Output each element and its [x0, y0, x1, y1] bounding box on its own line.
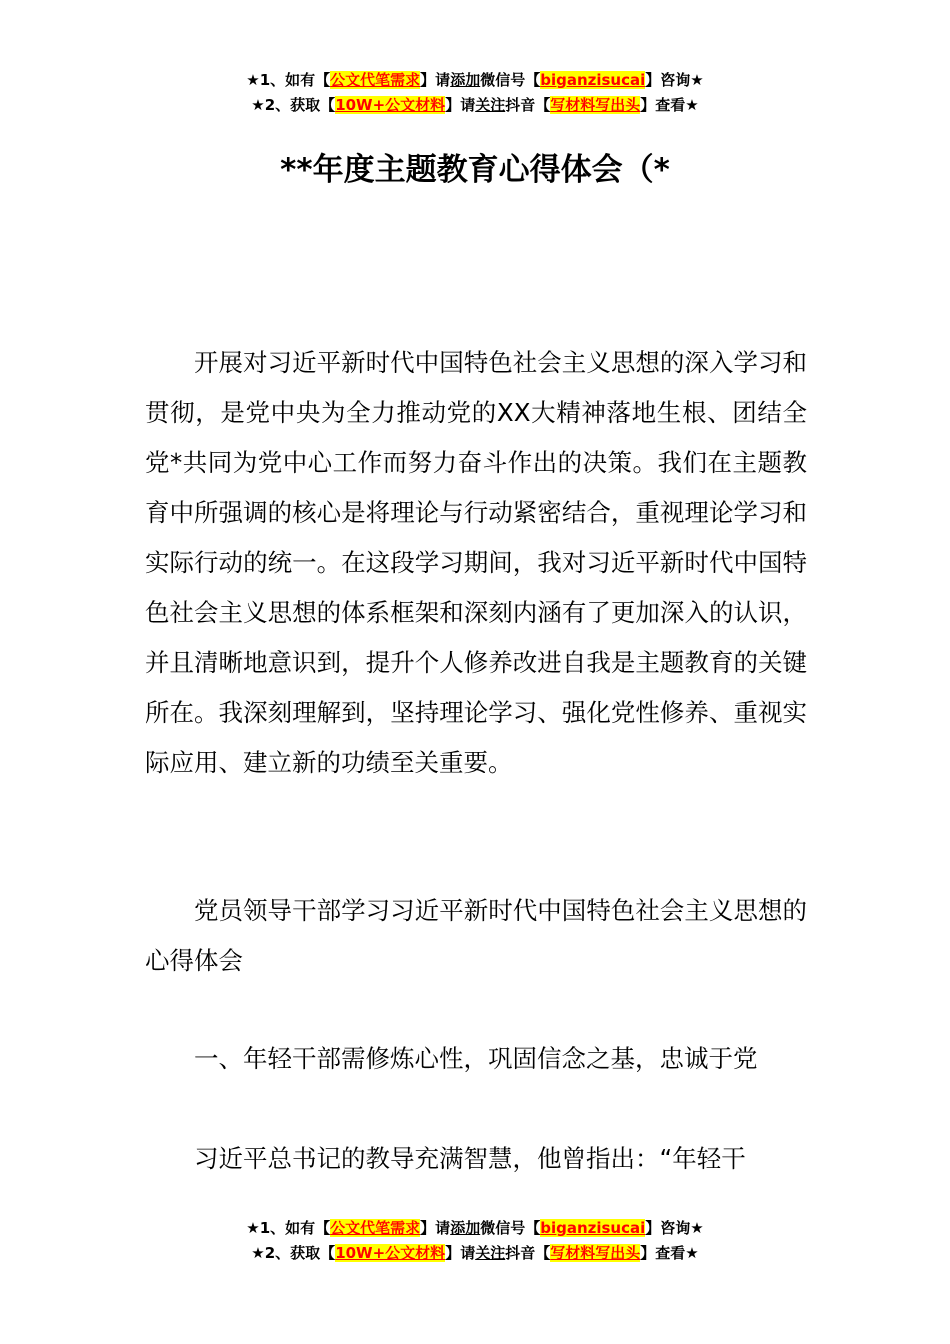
header-banner	[0, 68, 950, 118]
footer-line-1-suffix: 】咨询★	[645, 1219, 704, 1237]
banner-line-2-suffix: 】查看★	[640, 96, 699, 114]
footer-line-2-suffix: 】查看★	[640, 1244, 699, 1262]
banner-line-1-mid: 】请	[420, 71, 451, 89]
footer-banner-line-2	[0, 1241, 950, 1266]
banner-line-2-highlight-materials: 10W+公文材料	[335, 96, 446, 114]
footer-line-1-highlight-service: 公文代笔需求	[330, 1219, 421, 1237]
footer-line-1-emphasis: 添加	[450, 1219, 481, 1237]
footer-banner	[0, 1216, 950, 1266]
footer-line-1-prefix: ★1、如有【	[246, 1219, 331, 1237]
footer-line-2-mid: 】请	[445, 1244, 476, 1262]
footer-line-1-mid-2: 微信号【	[480, 1219, 541, 1237]
footer-banner-line-1	[0, 1216, 950, 1241]
banner-line-1-prefix: ★1、如有【	[246, 71, 331, 89]
banner-line-2-mid-2: 抖音【	[505, 96, 551, 114]
footer-line-2-highlight-materials: 10W+公文材料	[335, 1244, 446, 1262]
banner-line-1	[0, 68, 950, 93]
footer-line-2-mid-2: 抖音【	[505, 1244, 551, 1262]
footer-line-2-emphasis: 关注	[475, 1244, 506, 1262]
body-paragraph-subtitle: 党员领导干部学习习近平新时代中国特色社会主义思想的心得体会	[145, 896, 807, 975]
body-paragraph-section-1: 习近平总书记的教导充满智慧，他曾指出：“年轻干	[194, 1144, 746, 1173]
banner-line-2-prefix: ★2、获取【	[251, 96, 336, 114]
banner-line-2-emphasis: 关注	[475, 96, 506, 114]
banner-line-2	[0, 93, 950, 118]
banner-line-2-mid: 】请	[445, 96, 476, 114]
banner-line-1-mid-2: 微信号【	[480, 71, 541, 89]
banner-line-2-highlight-douyin: 写材料写出头	[550, 96, 641, 114]
footer-line-2-prefix: ★2、获取【	[251, 1244, 336, 1262]
section-heading-1: 一、年轻干部需修炼心性，巩固信念之基，忠诚于党	[194, 1044, 758, 1073]
body-paragraph-intro: 开展对习近平新时代中国特色社会主义思想的深入学习和贯彻，是党中央为全力推动党的XX大精神落地生根、团结全党*共同为党中心工作而努力奋斗作出的决策。我们在主题教育中所强调的核心是将理论与行动紧密结合，重视理论学习和实际行动的统一。在这段学习期间，我对习近平新时代中国特色社会主义思想的体系框架和深刻内涵有了更加深入的认识，并且清晰地意识到，提升个人修养改进自我是主题教育的关键所在。我深刻理解到，坚持理论学习、强化党性修养、重视实际应用、建立新的功绩至关重要。	[145, 348, 807, 777]
banner-line-1-emphasis: 添加	[450, 71, 481, 89]
banner-line-1-highlight-wechat: biganzisucai	[540, 71, 646, 89]
document-title: **年度主题教育心得体会（*	[280, 152, 670, 188]
footer-line-1-mid: 】请	[420, 1219, 451, 1237]
banner-line-1-suffix: 】咨询★	[645, 71, 704, 89]
banner-line-1-highlight-service: 公文代笔需求	[330, 71, 421, 89]
footer-line-2-highlight-douyin: 写材料写出头	[550, 1244, 641, 1262]
footer-line-1-highlight-wechat: biganzisucai	[540, 1219, 646, 1237]
